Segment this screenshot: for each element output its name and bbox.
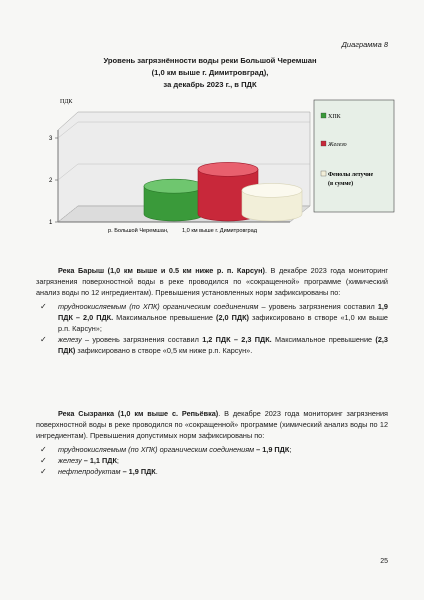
item-value: (2,3 ПДК) <box>58 335 388 356</box>
item-text: зафиксировано в створе «0,5 км ниже р.п. Карсун». <box>75 346 253 356</box>
item-value: (2,0 ПДК) <box>216 312 249 322</box>
legend-label-phenols-2: (в сумме) <box>328 181 354 187</box>
cylinder-top <box>198 162 258 176</box>
list-item <box>36 301 388 335</box>
item-lead: трудноокисляемым (по ХПК) органическим соединениям <box>58 444 255 454</box>
y-tick-label: 3 <box>49 136 53 142</box>
bar-0 <box>144 179 204 221</box>
section-text: . В декабре 2023 года мониторинг загрязнения поверхностной воды в реке проводился по «сокращенной» программе (химический анализ воды по 12 ингредиентам). Превышения установленных норм зафиксированы по: <box>36 266 389 298</box>
item-text: ; <box>289 444 292 454</box>
legend-label-iron: Железо <box>328 142 347 148</box>
item-value: – 1,9 ПДК <box>254 444 290 454</box>
check-icon: ✓ <box>40 467 47 477</box>
pollution-chart <box>0 0 424 260</box>
list-item <box>36 455 388 466</box>
y-axis-label: ПДК <box>60 99 73 105</box>
item-text: зафиксировано в створе «1,0 км выше р.п. Карсун»; <box>58 312 388 334</box>
y-tick-label: 1 <box>49 220 53 226</box>
item-lead: железу <box>58 335 82 345</box>
item-text: Максимальное превышение <box>271 335 376 345</box>
bar-2 <box>242 183 302 221</box>
y-tick-label: 2 <box>49 178 53 184</box>
legend-swatch-hpk <box>321 113 326 118</box>
check-icon: ✓ <box>40 455 47 465</box>
section-barysh-intro <box>36 265 388 299</box>
list-item <box>36 466 388 477</box>
section-text: . В декабре 2023 года мониторинг загрязнения поверхностной воды в реке проводился по «сокращенной» программе (химический анализ воды по 12 ингредиентам). Превышения допустимых норм зафиксированы по: <box>36 409 388 441</box>
item-value: 1,2 ПДК – 2,3 ПДК. <box>202 335 272 345</box>
x-category-label: р. Большой Черемшан, <box>108 228 169 234</box>
item-text: – уровень загрязнения составил <box>258 301 378 311</box>
section-heading: Река Сызранка (1,0 км выше с. Репьёвка) <box>58 409 219 418</box>
barysh-list <box>36 301 388 357</box>
check-icon: ✓ <box>40 335 47 345</box>
check-icon: ✓ <box>40 444 47 454</box>
item-lead: трудноокисляемым (по ХПК) органическим соединениям <box>58 301 259 311</box>
chart-title-line: за декабрь 2023 г., в ПДК <box>163 80 257 89</box>
legend-label-hpk: ХПК <box>328 114 341 120</box>
legend-swatch-iron <box>321 141 326 146</box>
check-icon: ✓ <box>40 301 47 311</box>
item-value: 1,9 ПДК – 2,0 ПДК. <box>58 301 388 322</box>
section-heading: Река Барыш (1,0 км выше и 0.5 км ниже р. п. Карсун) <box>58 266 265 275</box>
diagram-label: Диаграмма 8 <box>341 40 388 49</box>
item-value: – 1,1 ПДК <box>81 455 117 465</box>
list-item <box>36 444 388 455</box>
legend-label-phenols: Фенолы летучие <box>328 172 374 178</box>
item-value: – 1,9 ПДК <box>120 467 156 477</box>
x-category-label: 1,0 км выше г. Димитровград <box>182 228 257 234</box>
cylinder-top <box>144 179 204 193</box>
cylinder-top <box>242 183 302 197</box>
section-syzranka <box>36 408 388 477</box>
chart-title-line: (1,0 км выше г. Димитровград), <box>151 68 269 77</box>
legend-swatch-phenols <box>321 171 326 176</box>
list-item <box>36 334 388 356</box>
section-syzranka-intro <box>36 408 388 442</box>
item-text: Максимальное превышение <box>113 312 217 322</box>
section-barysh <box>36 265 388 357</box>
chart-title-line: Уровень загрязнённости воды реки Большой Черемшан <box>103 56 317 65</box>
page-number: 25 <box>380 558 388 565</box>
item-text: ; <box>116 455 119 465</box>
syzranka-list <box>36 444 388 478</box>
item-lead: железу <box>58 455 82 465</box>
item-text: . <box>155 467 158 477</box>
item-lead: нефтепродуктам <box>58 467 121 477</box>
item-text: – уровень загрязнения составил <box>81 335 203 345</box>
ticks-layer <box>49 136 58 226</box>
